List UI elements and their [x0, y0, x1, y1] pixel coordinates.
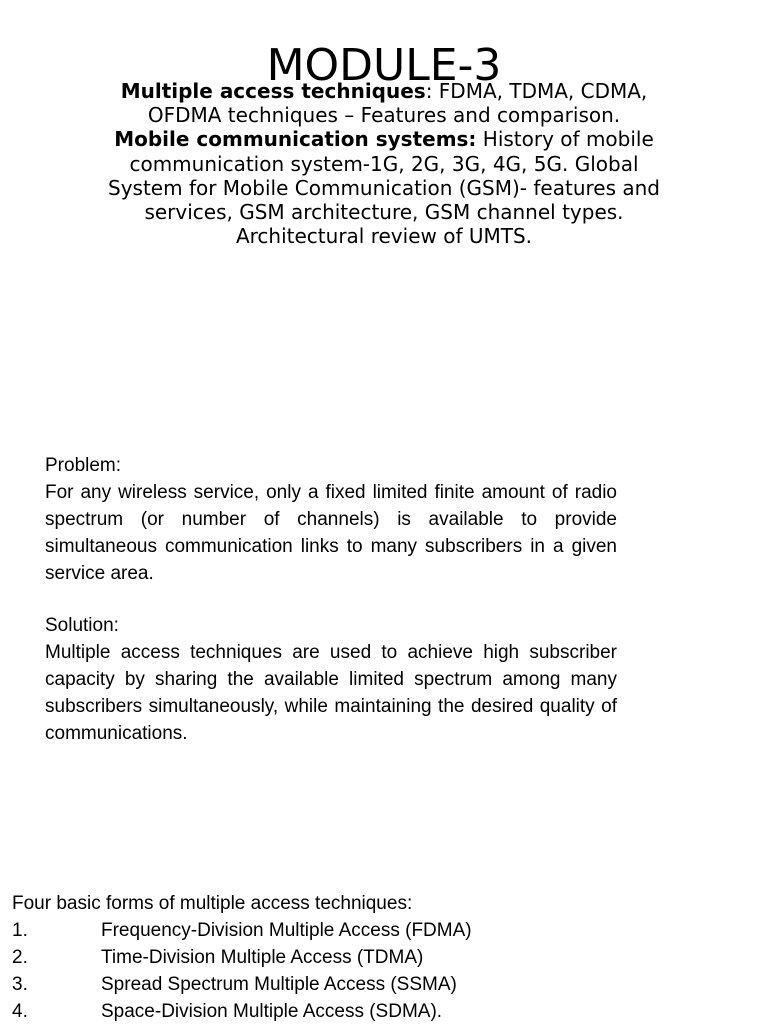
list-item-number: 4.	[12, 1001, 28, 1022]
access-forms-heading: Four basic forms of multiple access techniques:	[12, 893, 413, 914]
list-item-number: 2.	[12, 947, 28, 968]
list-item-number: 1.	[12, 920, 28, 941]
topic2-text: History of mobile communication system-1G, 2G, 3G, 4G, 5G. Global System for Mobile Communication (GSM)- features and services, GSM architecture, GSM channel types. Architectural review of UMTS.	[108, 127, 660, 249]
topic1-text: : FDMA, TDMA, CDMA, OFDMA techniques – Features and comparison.	[147, 79, 648, 128]
topic1-heading: Multiple access techniques	[120, 79, 426, 103]
list-item	[12, 917, 752, 944]
list-item-text: Space-Division Multiple Access (SDMA).	[101, 1001, 443, 1022]
solution-label: Solution:	[45, 615, 119, 636]
solution-text: Multiple access techniques are used to achieve high subscriber capacity by sharing the available limited spectrum among many subscribers simultaneously, while maintaining the desired quality of communications.	[45, 642, 617, 744]
list-item-text: Frequency-Division Multiple Access (FDMA)	[101, 920, 472, 941]
list-item	[12, 998, 752, 1025]
list-item	[12, 971, 752, 998]
access-forms-section	[12, 890, 752, 1025]
problem-text: For any wireless service, only a fixed limited finite amount of radio spectrum (or number of channels) is available to provide simultaneous communication links to many subscribers in a given service area.	[45, 482, 617, 584]
list-item	[12, 944, 752, 971]
list-item-text: Time-Division Multiple Access (TDMA)	[101, 947, 424, 968]
problem-label: Problem:	[45, 455, 122, 476]
solution-section	[45, 612, 617, 747]
syllabus-summary	[96, 79, 672, 248]
problem-section	[45, 452, 617, 587]
list-item-number: 3.	[12, 974, 28, 995]
access-forms-list	[12, 917, 752, 1025]
list-item-text: Spread Spectrum Multiple Access (SSMA)	[101, 974, 457, 995]
topic2-heading: Mobile communication systems:	[114, 127, 477, 152]
module-title: MODULE-3	[266, 40, 502, 91]
